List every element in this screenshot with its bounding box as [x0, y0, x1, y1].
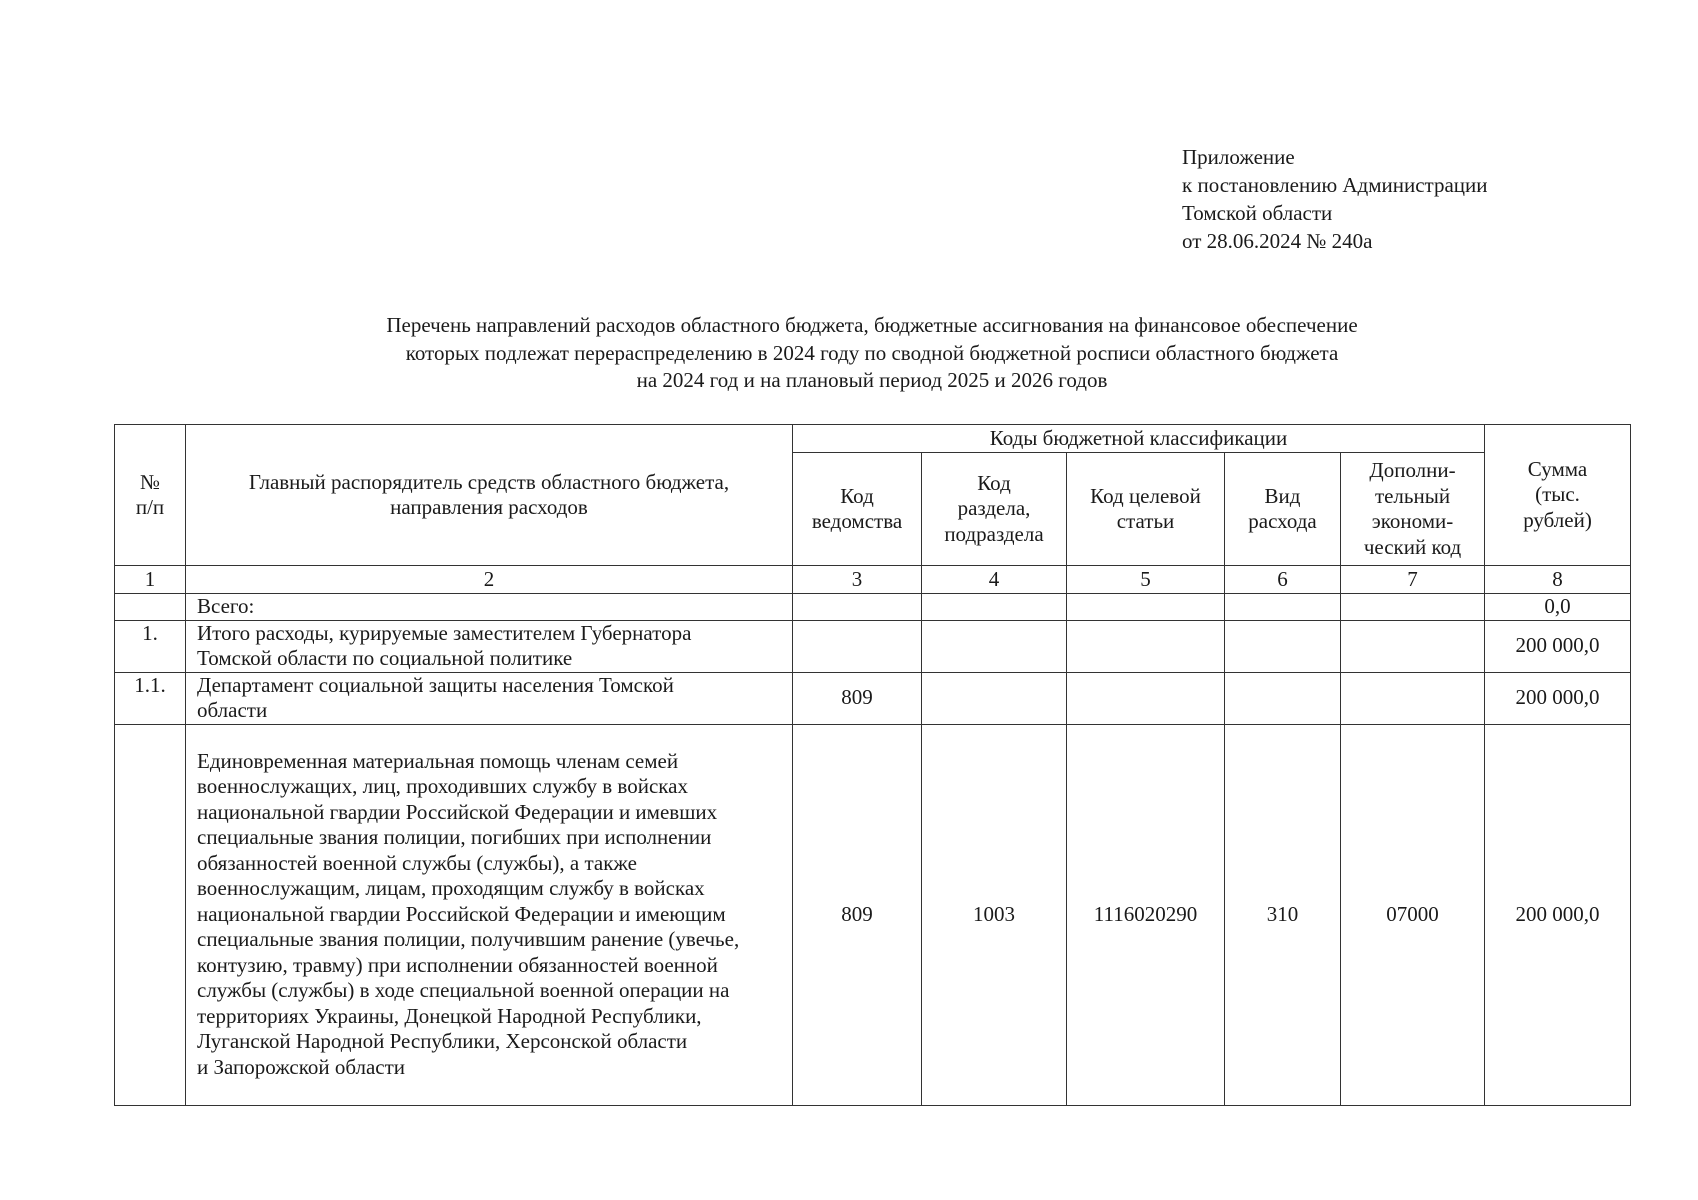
column-number: 1	[115, 566, 186, 594]
row-dept	[793, 594, 922, 621]
column-number: 6	[1225, 566, 1341, 594]
row-target	[1067, 594, 1225, 621]
row-econ	[1341, 620, 1485, 672]
row-section	[922, 672, 1067, 724]
row-sum: 200 000,0	[1485, 672, 1631, 724]
column-number: 7	[1341, 566, 1485, 594]
header-dept-code: Код ведомства	[793, 453, 922, 566]
appendix-line: Приложение	[1182, 145, 1295, 169]
row-section: 1003	[922, 724, 1067, 1105]
row-sum: 200 000,0	[1485, 724, 1631, 1105]
appendix-line: от 28.06.2024 № 240а	[1182, 229, 1373, 253]
header-econ-code: Дополни- тельный экономи- ческий код	[1341, 453, 1485, 566]
header-name: Главный распорядитель средств областного бюджета, направления расходов	[186, 425, 793, 566]
row-name: Итого расходы, курируемые заместителем Губернатора Томской области по социальной политике	[186, 620, 793, 672]
row-num	[115, 724, 186, 1105]
title-line: на 2024 год и на плановый период 2025 и 2026 годов	[636, 368, 1108, 392]
column-number: 2	[186, 566, 793, 594]
row-econ	[1341, 672, 1485, 724]
header-codes-group: Коды бюджетной классификации	[793, 425, 1485, 453]
row-target	[1067, 672, 1225, 724]
table-row	[115, 594, 1631, 621]
row-section	[922, 594, 1067, 621]
column-number: 4	[922, 566, 1067, 594]
row-sum: 0,0	[1485, 594, 1631, 621]
row-expense: 310	[1225, 724, 1341, 1105]
appendix-line: к постановлению Администрации	[1182, 173, 1488, 197]
column-number: 5	[1067, 566, 1225, 594]
row-num: 1.	[115, 620, 186, 672]
row-name: Всего:	[186, 594, 793, 621]
row-name: Департамент социальной защиты населения Томской области	[186, 672, 793, 724]
column-numbers-row	[115, 566, 1631, 594]
column-number: 8	[1485, 566, 1631, 594]
row-name: Единовременная материальная помощь членам семей военнослужащих, лиц, проходивших службу в войсках национальной гвардии Российской Федерации и имевших специальные звания полиции, погибших при исполнении обязанностей военной службы (службы), а также военнослужащим, лицам, проходящим службу в войсках национальной гвардии Российской Федерации и имеющим специальные звания полиции, получившим ранение (увечье, контузию, травму) при исполнении обязанностей военной службы (службы) в ходе специальной военной операции на территориях Украины, Донецкой Народной Республики, Луганской Народной Республики, Херсонской области и Запорожской области	[186, 724, 793, 1105]
table-row	[115, 620, 1631, 672]
row-target	[1067, 620, 1225, 672]
header-row-group	[115, 425, 1631, 453]
row-econ: 07000	[1341, 724, 1485, 1105]
document-title	[114, 312, 1630, 395]
row-dept	[793, 620, 922, 672]
row-section	[922, 620, 1067, 672]
row-dept: 809	[793, 724, 922, 1105]
budget-table	[114, 424, 1631, 1106]
header-target-code: Код целевой статьи	[1067, 453, 1225, 566]
row-num	[115, 594, 186, 621]
column-number: 3	[793, 566, 922, 594]
header-sum: Сумма (тыс. рублей)	[1485, 425, 1631, 566]
header-expense-type: Вид расхода	[1225, 453, 1341, 566]
row-sum: 200 000,0	[1485, 620, 1631, 672]
header-section-code: Код раздела, подраздела	[922, 453, 1067, 566]
header-num: № п/п	[115, 425, 186, 566]
title-line: которых подлежат перераспределению в 2024 году по сводной бюджетной росписи областного бюджета	[405, 340, 1339, 365]
row-target: 1116020290	[1067, 724, 1225, 1105]
row-num: 1.1.	[115, 672, 186, 724]
row-dept: 809	[793, 672, 922, 724]
table-row	[115, 672, 1631, 724]
row-econ	[1341, 594, 1485, 621]
appendix-line: Томской области	[1182, 201, 1333, 225]
appendix-block	[1182, 143, 1488, 255]
row-expense	[1225, 594, 1341, 621]
title-line: Перечень направлений расходов областного бюджета, бюджетные ассигнования на финансовое обеспечение	[386, 313, 1358, 337]
table-row	[115, 724, 1631, 1105]
row-expense	[1225, 672, 1341, 724]
row-expense	[1225, 620, 1341, 672]
